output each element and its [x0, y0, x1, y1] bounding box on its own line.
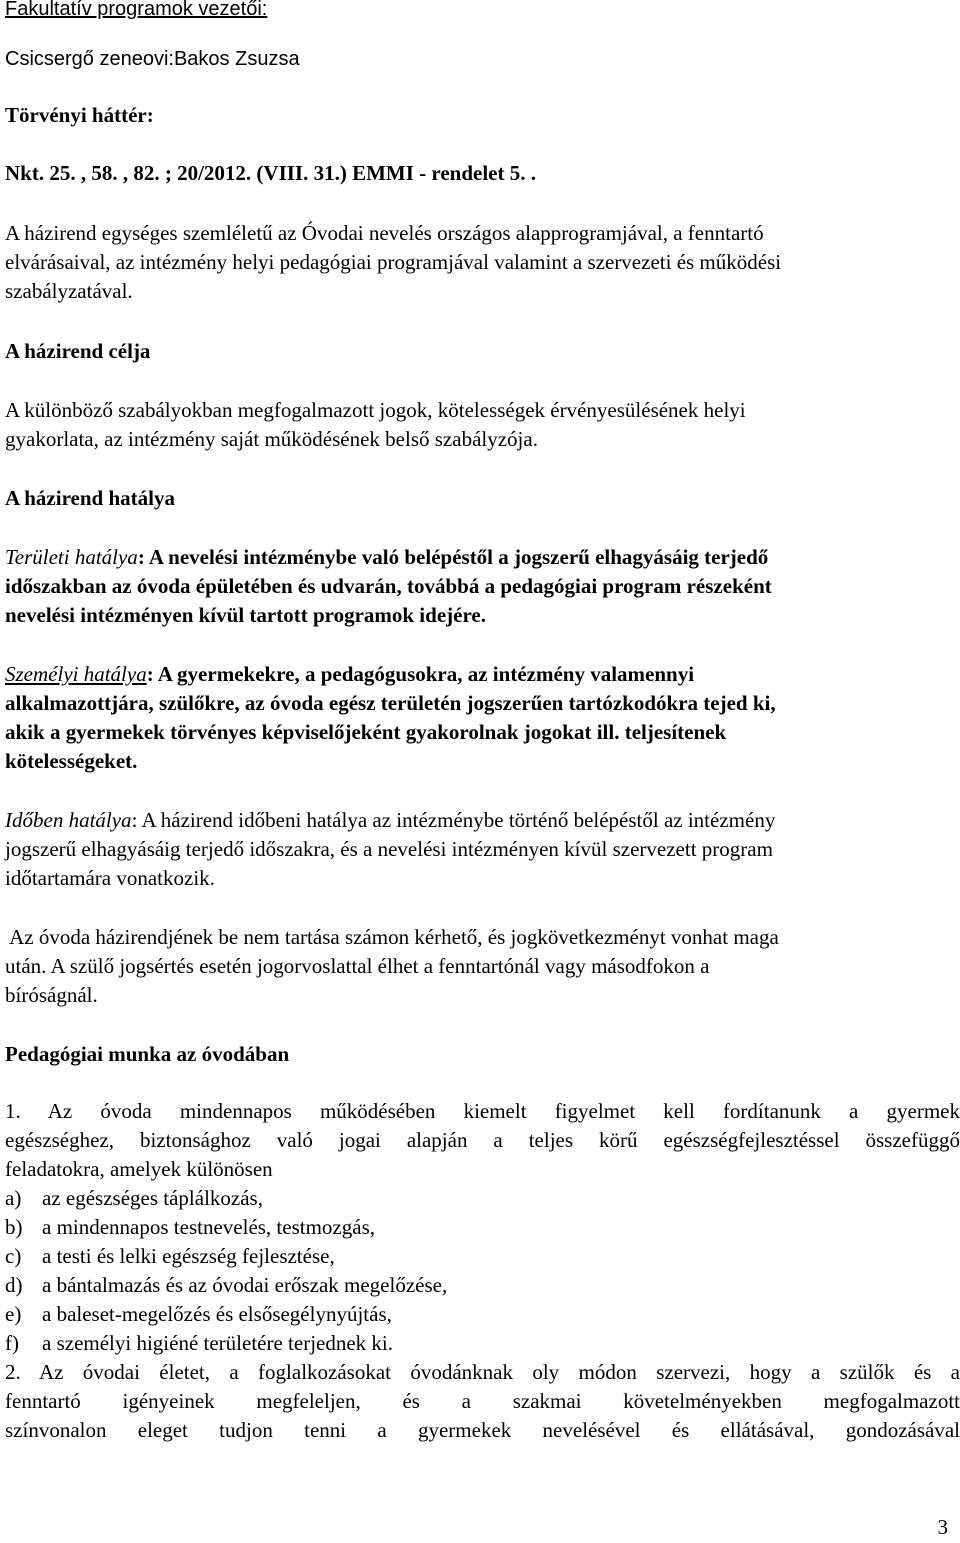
- szemelyi-line-3: akik a gyermekek törvényes képviselőjeként gyakorolnak jogokat ill. teljesítenek: [5, 720, 727, 744]
- list-item-text: a testi és lelki egészség fejlesztése,: [42, 1244, 335, 1268]
- pedagogiai-heading: Pedagógiai munka az óvodában: [5, 1042, 290, 1066]
- page-number: 3: [937, 1515, 948, 1539]
- list-item-text: a mindennapos testnevelés, testmozgás,: [42, 1215, 375, 1239]
- idoben-first: : A házirend időbeni hatálya az intézménybe történő belépéstől az intézmény: [131, 808, 776, 832]
- teruleti-label: Területi hatálya: [5, 545, 138, 569]
- idoben-label: Időben hatálya: [5, 808, 132, 832]
- list-item: [5, 1329, 393, 1358]
- intro-line-1: A házirend egységes szemléletű az Óvodai nevelés országos alapprogramjával, a fenntartó: [5, 221, 764, 245]
- idoben-line-2: jogszerű elhagyásáig terjedő időszakra, és a nevelési intézményen kívül szervezett program: [5, 837, 773, 861]
- szemelyi-first: : A gyermekekre, a pedagógusokra, az intézmény valamennyi: [146, 662, 695, 686]
- teruleti-first: : A nevelési intézménybe való belépéstől a jogszerű elhagyásáig terjedő: [137, 545, 769, 569]
- list-item-label: c): [5, 1244, 22, 1268]
- p1-line-2: egészséghez, biztonsághoz való jogai alapján a teljes körű egészségfejlesztéssel összefüggő: [5, 1128, 960, 1152]
- torvenyi-heading: Törvényi háttér:: [5, 103, 154, 127]
- list-item-label: a): [5, 1186, 22, 1210]
- jogok-line-2: után. A szülő jogsértés esetén jogorvoslattal élhet a fenntartónál vagy másodfokon a: [5, 954, 710, 978]
- p2-line-2: fenntartó igényeinek megfeleljen, és a szakmai követelményekben megfogalmazott: [5, 1389, 960, 1413]
- list-item: [5, 1184, 263, 1213]
- list-item-label: f): [5, 1331, 19, 1355]
- p2-line-3: színvonalon eleget tudjon tenni a gyermekek nevelésével és ellátásával, gondozásával: [5, 1418, 960, 1442]
- szemelyi-label: Személyi hatálya: [5, 662, 147, 686]
- jogok-line-3: bíróságnál.: [5, 983, 98, 1007]
- p1-line-1: 1. Az óvoda mindennapos működésében kiemelt figyelmet kell fordítanunk a gyermek: [5, 1099, 960, 1123]
- hatalya-heading: A házirend hatálya: [5, 486, 175, 510]
- szemelyi-line-2: alkalmazottjára, szülőkre, az óvoda egész területén jogszerűen tartózkodókra tejed ki,: [5, 691, 776, 715]
- list-item-label: e): [5, 1302, 22, 1326]
- list-item-text: a baleset-megelőzés és elsősegélynyújtás,: [42, 1302, 392, 1326]
- szemelyi-line-4: kötelességeket.: [5, 749, 138, 773]
- list-item-label: d): [5, 1273, 23, 1297]
- csicsergo-line: Csicsergő zeneovi:Bakos Zsuzsa: [5, 48, 300, 70]
- list-item: [5, 1213, 375, 1242]
- teruleti-line-2: időszakban az óvoda épületében és udvarán, továbbá a pedagógiai program részeként: [5, 574, 772, 598]
- list-item-text: a személyi higiéné területére terjednek ki.: [42, 1331, 394, 1355]
- idoben-line-1: [5, 806, 775, 835]
- list-item: [5, 1242, 335, 1271]
- list-item-text: a bántalmazás és az óvodai erőszak megelőzése,: [42, 1273, 448, 1297]
- szemelyi-line-1: [5, 660, 694, 689]
- intro-line-3: szabályzatával.: [5, 279, 133, 303]
- celja-line-1: A különböző szabályokban megfogalmazott jogok, kötelességek érvényesülésének helyi: [5, 398, 746, 422]
- list-item: [5, 1300, 392, 1329]
- celja-heading: A házirend célja: [5, 339, 151, 363]
- idoben-line-3: időtartamára vonatkozik.: [5, 866, 215, 890]
- list-item-text: az egészséges táplálkozás,: [42, 1186, 263, 1210]
- jogok-line-1: Az óvoda házirendjének be nem tartása számon kérhető, és jogkövetkezményt vonhat maga: [5, 925, 779, 949]
- list-item-label: b): [5, 1215, 23, 1239]
- list-item: [5, 1271, 447, 1300]
- teruleti-line-3: nevelési intézményen kívül tartott programok idejére.: [5, 603, 486, 627]
- teruleti-line-1: [5, 543, 768, 572]
- celja-line-2: gyakorlata, az intézmény saját működésének belső szabályzója.: [5, 427, 538, 451]
- fakultativ-heading: Fakultatív programok vezetői:: [5, 0, 268, 20]
- p1-line-3: feladatokra, amelyek különösen: [5, 1157, 273, 1181]
- p2-line-1: 2. Az óvodai életet, a foglalkozásokat óvodánknak oly módon szervezi, hogy a szülők és a: [5, 1360, 960, 1384]
- torvenyi-ref: Nkt. 25. , 58. , 82. ; 20/2012. (VIII. 31.) EMMI - rendelet 5. .: [5, 161, 536, 185]
- intro-line-2: elvárásaival, az intézmény helyi pedagógiai programjával valamint a szervezeti és működési: [5, 250, 782, 274]
